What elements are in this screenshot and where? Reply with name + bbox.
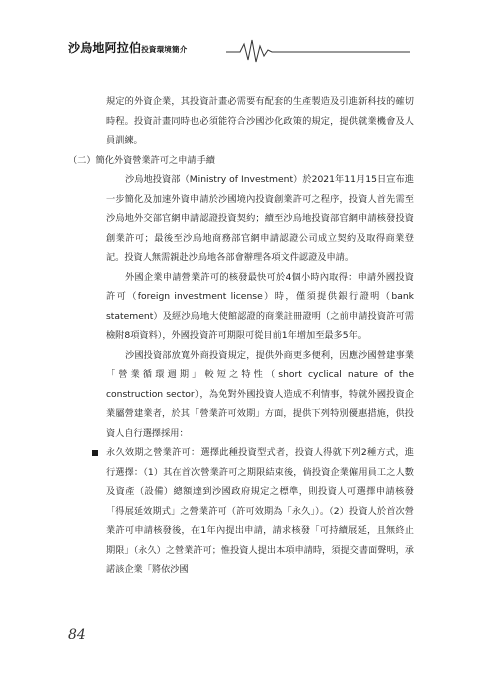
- header-title: [68, 39, 187, 56]
- header-title-main: 沙烏地阿拉伯: [68, 41, 142, 55]
- page-number: 84: [68, 627, 86, 643]
- section-heading: （二）簡化外資營業許可之申請手續: [68, 154, 215, 166]
- header-title-sub: 投資環境簡介: [141, 45, 188, 54]
- running-header: [0, 34, 480, 64]
- bullet-text: 永久效期之營業許可：選擇此種投資型式者，投資人得就下列2種方式，進行選擇：（1）其在首次營業許可之期限結束後，倘投資企業僱用員工之人數及資產（設備）總額達到沙國政府規定之標準，則投資人可選擇申請核發「得展延效期式」之營業許可（許可效期為「永久」）。（2）投資人於首次營業許可申請核發後，在1年內提出申請，請求核發「可持續展延，且無終止期限」（永久）之營業許可；惟投資人提出本項申請時，須提交書面聲明，承諾該企業「將依沙國: [106, 447, 414, 575]
- body-content: [68, 92, 414, 580]
- paragraph-1: 沙烏地投資部（Ministry of Investment）於2021年11月15日宣布進一步簡化及加速外資申請於沙國境內投資創業許可之程序，投資人首先需至沙烏地外交部官網申請認證投資契約；續至沙烏地投資部官網申請核發投資創業許可；最後至沙烏地商務部官網申請認證公司成立契約及取得商業登記。投資人無需親赴沙烏地各部會辦理各項文件認證及申請。: [106, 174, 414, 263]
- paragraph-continued: 規定的外資企業，其投資計畫必需要有配套的生產製造及引進新科技的確切時程。投資計畫同時也必須能符合沙國沙化政策的規定，提供就業機會及人員訓練。: [106, 96, 414, 146]
- paragraph-3: 沙國投資部放寬外商投資規定，提供外商更多便利，因應沙國營建事業「營業循環週期」較短之特性（short cyclical nature of the construction sector），為免對外國投資人造成不利情事，特就外國投資企業屬營建業者，於其「營業許可效期」方面，提供下列特別優惠措施，供投資人自行選擇採用：: [106, 349, 414, 439]
- paragraph-2: 外國企業申請營業許可的核發最快可於4個小時內取得：申請外國投資許可（foreign investment license）時，僅須提供銀行證明（bank statement）及經沙烏地大使館認證的商業註冊證明（之前申請投資許可需檢附8項資料），外國投資許可期限可從目前1年增加至最多5年。: [106, 271, 414, 341]
- bullet-item: [68, 443, 414, 580]
- square-bullet-icon: [92, 450, 98, 456]
